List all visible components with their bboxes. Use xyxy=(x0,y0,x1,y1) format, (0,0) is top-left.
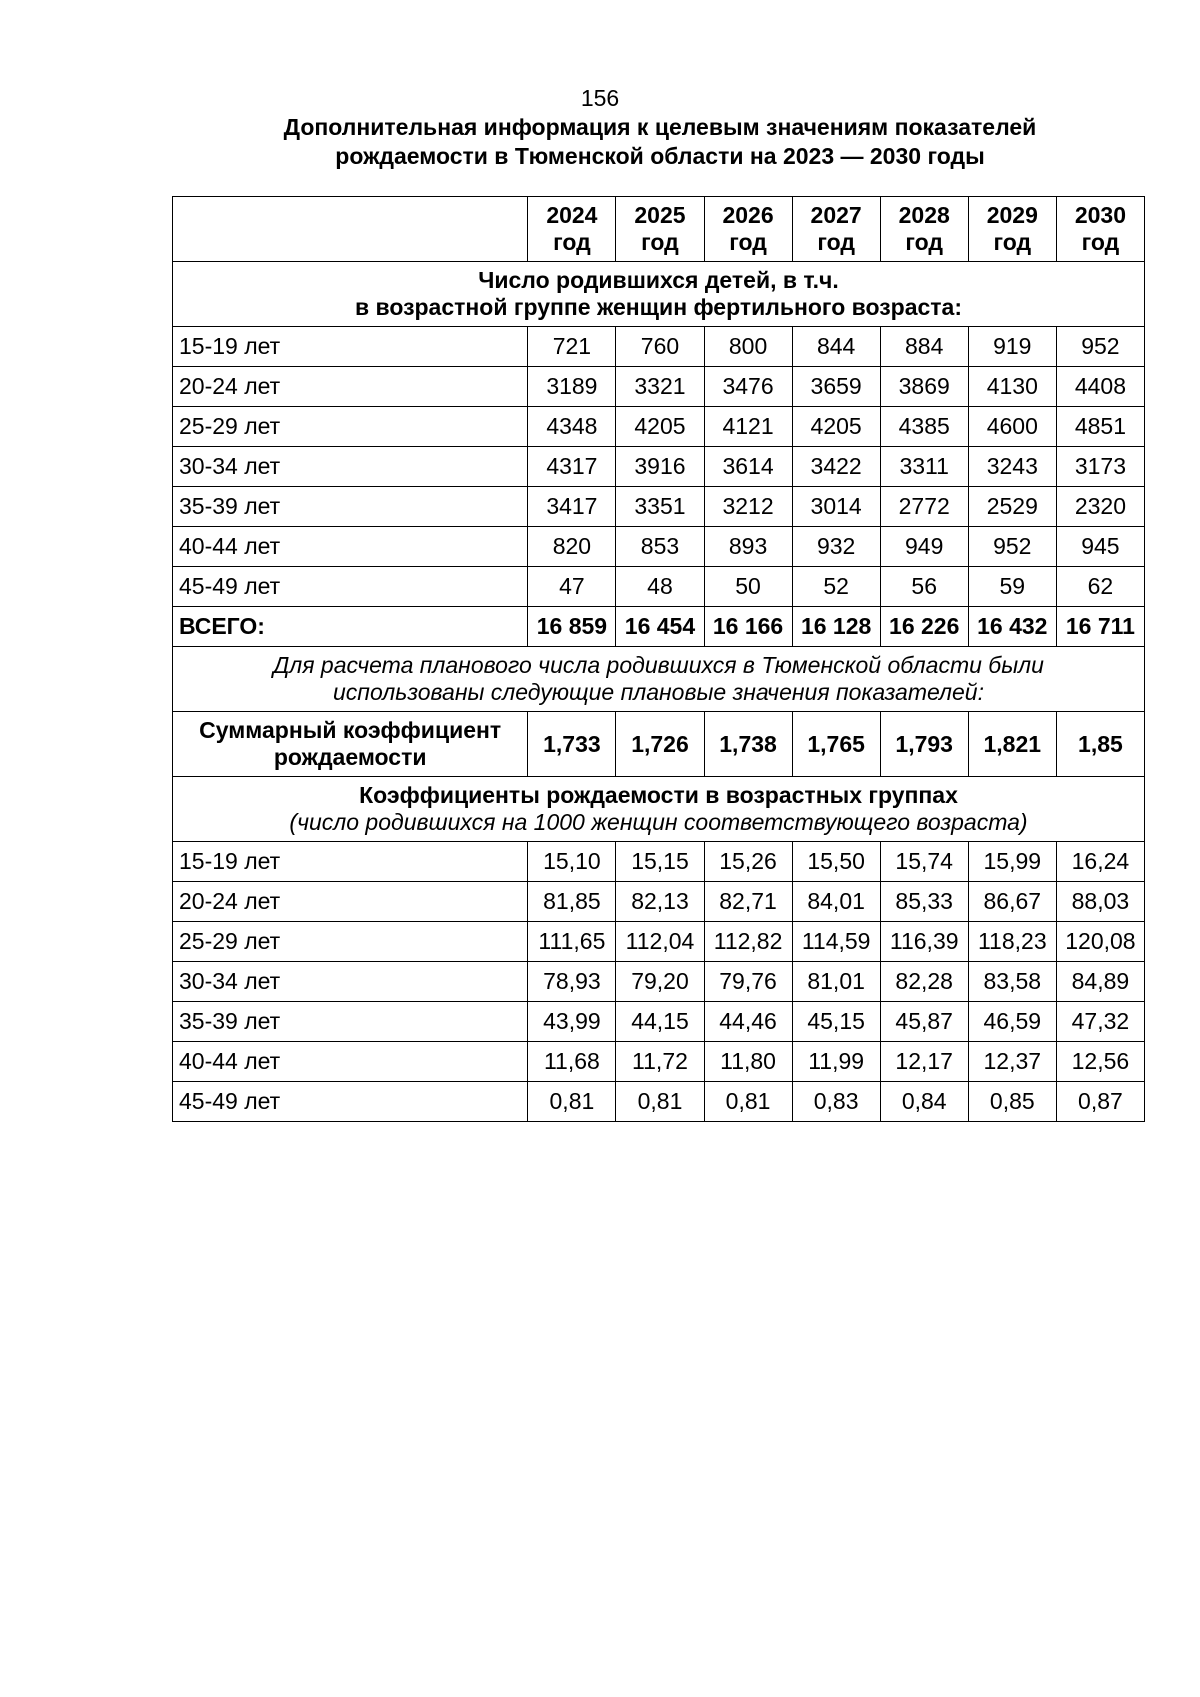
value-cell: 114,59 xyxy=(792,922,880,962)
value-cell: 11,99 xyxy=(792,1042,880,1082)
total-value-cell: 16 859 xyxy=(528,607,616,647)
tfr-value-cell: 1,738 xyxy=(704,712,792,777)
value-cell: 3659 xyxy=(792,367,880,407)
value-cell: 3311 xyxy=(880,447,968,487)
year-value: 2030 xyxy=(1074,202,1126,228)
year-unit: год xyxy=(729,229,767,255)
year-value: 2024 xyxy=(546,202,598,228)
planning-note-line: использованы следующие плановые значения показателей: xyxy=(333,679,984,705)
year-header-cell xyxy=(704,197,792,262)
row-label: 15-19 лет xyxy=(173,327,528,367)
value-cell: 45,87 xyxy=(880,1002,968,1042)
year-header-cell xyxy=(792,197,880,262)
value-cell: 3476 xyxy=(704,367,792,407)
value-cell: 44,46 xyxy=(704,1002,792,1042)
year-value: 2027 xyxy=(810,202,862,228)
value-cell: 949 xyxy=(880,527,968,567)
row-label: 20-24 лет xyxy=(173,882,528,922)
value-cell: 78,93 xyxy=(528,962,616,1002)
total-fertility-rate-label xyxy=(173,712,528,777)
year-unit: год xyxy=(641,229,679,255)
value-cell: 12,17 xyxy=(880,1042,968,1082)
row-label: 45-49 лет xyxy=(173,1082,528,1122)
value-cell: 3321 xyxy=(616,367,704,407)
births-row xyxy=(173,567,1145,607)
births-section-heading xyxy=(173,262,1145,327)
rates-subheading-line: (число родившихся на 1000 женщин соответствующего возраста) xyxy=(289,809,1028,835)
value-cell: 12,37 xyxy=(968,1042,1056,1082)
rates-row xyxy=(173,842,1145,882)
year-value: 2025 xyxy=(634,202,686,228)
value-cell: 3189 xyxy=(528,367,616,407)
value-cell: 3173 xyxy=(1056,447,1144,487)
document-title-line-2: рождаемости в Тюменской области на 2023 — 2030 годы xyxy=(335,143,985,169)
value-cell: 50 xyxy=(704,567,792,607)
rates-row xyxy=(173,1002,1145,1042)
value-cell: 3417 xyxy=(528,487,616,527)
value-cell: 16,24 xyxy=(1056,842,1144,882)
tfr-value-cell: 1,85 xyxy=(1056,712,1144,777)
total-fertility-rate-row xyxy=(173,712,1145,777)
value-cell: 893 xyxy=(704,527,792,567)
value-cell: 3422 xyxy=(792,447,880,487)
births-row xyxy=(173,527,1145,567)
value-cell: 111,65 xyxy=(528,922,616,962)
total-value-cell: 16 128 xyxy=(792,607,880,647)
row-label: 40-44 лет xyxy=(173,1042,528,1082)
total-value-cell: 16 226 xyxy=(880,607,968,647)
row-label: 30-34 лет xyxy=(173,447,528,487)
rates-row xyxy=(173,1042,1145,1082)
value-cell: 0,81 xyxy=(704,1082,792,1122)
value-cell: 52 xyxy=(792,567,880,607)
value-cell: 82,13 xyxy=(616,882,704,922)
row-label: 25-29 лет xyxy=(173,922,528,962)
year-unit: год xyxy=(1081,229,1120,255)
value-cell: 12,56 xyxy=(1056,1042,1144,1082)
value-cell: 952 xyxy=(1056,327,1144,367)
year-header-cell xyxy=(616,197,704,262)
value-cell: 56 xyxy=(880,567,968,607)
header-empty-cell xyxy=(173,197,528,262)
tfr-value-cell: 1,726 xyxy=(616,712,704,777)
tfr-value-cell: 1,765 xyxy=(792,712,880,777)
value-cell: 11,68 xyxy=(528,1042,616,1082)
value-cell: 4205 xyxy=(616,407,704,447)
value-cell: 4130 xyxy=(968,367,1056,407)
year-value: 2028 xyxy=(898,202,950,228)
total-value-cell: 16 711 xyxy=(1056,607,1144,647)
value-cell: 4408 xyxy=(1056,367,1144,407)
total-value-cell: 16 454 xyxy=(616,607,704,647)
value-cell: 47 xyxy=(528,567,616,607)
value-cell: 44,15 xyxy=(616,1002,704,1042)
value-cell: 919 xyxy=(968,327,1056,367)
value-cell: 4121 xyxy=(704,407,792,447)
value-cell: 0,83 xyxy=(792,1082,880,1122)
document-title-line-1: Дополнительная информация к целевым значениям показателей xyxy=(283,114,1037,140)
value-cell: 800 xyxy=(704,327,792,367)
value-cell: 853 xyxy=(616,527,704,567)
births-row xyxy=(173,407,1145,447)
births-row xyxy=(173,367,1145,407)
value-cell: 932 xyxy=(792,527,880,567)
year-value: 2026 xyxy=(722,202,774,228)
row-label: 45-49 лет xyxy=(173,567,528,607)
value-cell: 945 xyxy=(1056,527,1144,567)
value-cell: 84,89 xyxy=(1056,962,1144,1002)
value-cell: 721 xyxy=(528,327,616,367)
value-cell: 760 xyxy=(616,327,704,367)
tfr-label-line: рождаемости xyxy=(273,744,427,770)
value-cell: 79,20 xyxy=(616,962,704,1002)
rates-row xyxy=(173,1082,1145,1122)
births-heading-line-1: Число родившихся детей, в т.ч. xyxy=(478,267,839,293)
value-cell: 2772 xyxy=(880,487,968,527)
planning-note xyxy=(173,647,1145,712)
value-cell: 86,67 xyxy=(968,882,1056,922)
value-cell: 0,81 xyxy=(528,1082,616,1122)
year-header-row xyxy=(173,197,1145,262)
value-cell: 82,28 xyxy=(880,962,968,1002)
row-label: 40-44 лет xyxy=(173,527,528,567)
value-cell: 45,15 xyxy=(792,1002,880,1042)
row-label: 35-39 лет xyxy=(173,1002,528,1042)
value-cell: 47,32 xyxy=(1056,1002,1144,1042)
year-value: 2029 xyxy=(986,202,1038,228)
value-cell: 3014 xyxy=(792,487,880,527)
value-cell: 82,71 xyxy=(704,882,792,922)
row-label: 15-19 лет xyxy=(173,842,528,882)
value-cell: 48 xyxy=(616,567,704,607)
value-cell: 79,76 xyxy=(704,962,792,1002)
page-number: 156 xyxy=(580,85,620,111)
value-cell: 4205 xyxy=(792,407,880,447)
tfr-value-cell: 1,793 xyxy=(880,712,968,777)
note-row xyxy=(173,647,1145,712)
year-unit: год xyxy=(817,229,855,255)
year-unit: год xyxy=(905,229,944,255)
value-cell: 4851 xyxy=(1056,407,1144,447)
year-header-cell xyxy=(528,197,616,262)
year-header-cell xyxy=(968,197,1056,262)
value-cell: 11,72 xyxy=(616,1042,704,1082)
value-cell: 3869 xyxy=(880,367,968,407)
value-cell: 2320 xyxy=(1056,487,1144,527)
rates-heading-line: Коэффициенты рождаемости в возрастных группах xyxy=(359,782,958,808)
value-cell: 116,39 xyxy=(880,922,968,962)
value-cell: 112,82 xyxy=(704,922,792,962)
tfr-label-line: Суммарный коэффициент xyxy=(199,717,502,743)
value-cell: 4385 xyxy=(880,407,968,447)
births-section-heading-row xyxy=(173,262,1145,327)
planning-note-line: Для расчета планового числа родившихся в Тюменской области были xyxy=(273,652,1044,678)
value-cell: 0,81 xyxy=(616,1082,704,1122)
value-cell: 0,85 xyxy=(968,1082,1056,1122)
birth-rate-targets-table xyxy=(172,196,1145,1122)
value-cell: 0,87 xyxy=(1056,1082,1144,1122)
births-row xyxy=(173,447,1145,487)
value-cell: 112,04 xyxy=(616,922,704,962)
value-cell: 15,50 xyxy=(792,842,880,882)
row-label: 20-24 лет xyxy=(173,367,528,407)
value-cell: 81,85 xyxy=(528,882,616,922)
births-row xyxy=(173,327,1145,367)
value-cell: 62 xyxy=(1056,567,1144,607)
tfr-value-cell: 1,821 xyxy=(968,712,1056,777)
rates-row xyxy=(173,922,1145,962)
rates-section-heading xyxy=(173,777,1145,842)
tfr-value-cell: 1,733 xyxy=(528,712,616,777)
value-cell: 4600 xyxy=(968,407,1056,447)
document-title xyxy=(160,113,1160,171)
value-cell: 120,08 xyxy=(1056,922,1144,962)
value-cell: 83,58 xyxy=(968,962,1056,1002)
year-header-cell xyxy=(1056,197,1144,262)
value-cell: 15,26 xyxy=(704,842,792,882)
value-cell: 15,10 xyxy=(528,842,616,882)
value-cell: 88,03 xyxy=(1056,882,1144,922)
value-cell: 15,15 xyxy=(616,842,704,882)
rates-section-heading-row xyxy=(173,777,1145,842)
value-cell: 15,74 xyxy=(880,842,968,882)
value-cell: 3243 xyxy=(968,447,1056,487)
row-label: 25-29 лет xyxy=(173,407,528,447)
year-unit: год xyxy=(993,229,1032,255)
value-cell: 118,23 xyxy=(968,922,1056,962)
value-cell: 84,01 xyxy=(792,882,880,922)
value-cell: 844 xyxy=(792,327,880,367)
value-cell: 884 xyxy=(880,327,968,367)
value-cell: 820 xyxy=(528,527,616,567)
value-cell: 46,59 xyxy=(968,1002,1056,1042)
value-cell: 3916 xyxy=(616,447,704,487)
row-label: 35-39 лет xyxy=(173,487,528,527)
births-row xyxy=(173,487,1145,527)
value-cell: 3614 xyxy=(704,447,792,487)
value-cell: 59 xyxy=(968,567,1056,607)
value-cell: 2529 xyxy=(968,487,1056,527)
value-cell: 81,01 xyxy=(792,962,880,1002)
value-cell: 4317 xyxy=(528,447,616,487)
rates-row xyxy=(173,962,1145,1002)
value-cell: 0,84 xyxy=(880,1082,968,1122)
value-cell: 4348 xyxy=(528,407,616,447)
row-label: 30-34 лет xyxy=(173,962,528,1002)
rates-row xyxy=(173,882,1145,922)
value-cell: 3351 xyxy=(616,487,704,527)
births-heading-line-2: в возрастной группе женщин фертильного возраста: xyxy=(354,294,963,320)
total-value-cell: 16 166 xyxy=(704,607,792,647)
value-cell: 3212 xyxy=(704,487,792,527)
value-cell: 85,33 xyxy=(880,882,968,922)
total-value-cell: 16 432 xyxy=(968,607,1056,647)
value-cell: 15,99 xyxy=(968,842,1056,882)
year-header-cell xyxy=(880,197,968,262)
value-cell: 11,80 xyxy=(704,1042,792,1082)
total-label: ВСЕГО: xyxy=(173,607,528,647)
total-row xyxy=(173,607,1145,647)
year-unit: год xyxy=(553,229,591,255)
value-cell: 43,99 xyxy=(528,1002,616,1042)
value-cell: 952 xyxy=(968,527,1056,567)
